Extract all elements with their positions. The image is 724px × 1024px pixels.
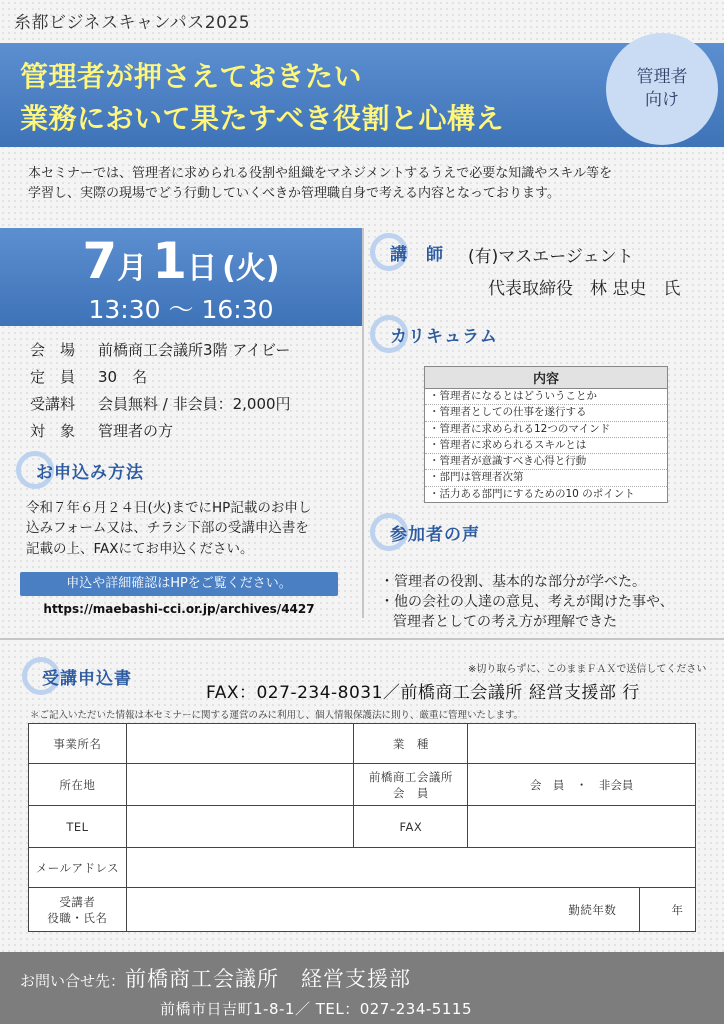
list-item: ・管理者としての仕事を遂行する bbox=[425, 405, 667, 421]
capacity-value: 30 名 bbox=[98, 368, 148, 386]
privacy-note: ＊ご記入いただいた情報は本セミナーに関する運営のみに利用し、個人情報保護法に則り、厳重に管理いたします。 bbox=[30, 710, 524, 721]
voice-item-1: ・管理者の役割、基本的な部分が学べた。 bbox=[380, 574, 646, 590]
fax-field[interactable] bbox=[468, 806, 696, 848]
table-row bbox=[29, 888, 696, 932]
table-row bbox=[29, 848, 696, 888]
footer-contact-org: 前橋商工会議所 経営支援部 bbox=[125, 967, 412, 991]
curriculum-heading-text: カリキュラム bbox=[390, 326, 498, 347]
target-badge-line2: 向け bbox=[645, 90, 679, 110]
industry-label: 業 種 bbox=[354, 724, 468, 764]
table-row bbox=[29, 764, 696, 806]
table-row bbox=[29, 806, 696, 848]
footer-contact-prefix: お問い合せ先： bbox=[20, 972, 126, 990]
apply-text bbox=[26, 498, 356, 559]
hp-url-link[interactable]: https://maebashi-cci.or.jp/archives/4427 bbox=[43, 602, 315, 616]
apply-heading-text: お申込み方法 bbox=[36, 462, 144, 483]
list-item: ・部門は管理者次第 bbox=[425, 470, 667, 486]
voice-list bbox=[380, 572, 674, 632]
fax-label: FAX bbox=[354, 806, 468, 848]
lecturer-org: (有)マスエージェント bbox=[468, 247, 634, 267]
voice-heading-text: 参加者の声 bbox=[390, 524, 480, 545]
target-badge-line1: 管理者 bbox=[636, 67, 688, 88]
capacity-label: 定 員 bbox=[30, 368, 76, 386]
list-item: ・管理者が意識すべき心得と行動 bbox=[425, 454, 667, 470]
audience-label: 対 象 bbox=[30, 422, 76, 440]
company-field[interactable] bbox=[126, 724, 354, 764]
tel-field[interactable] bbox=[126, 806, 354, 848]
date-day: 1 bbox=[152, 232, 188, 290]
years-unit[interactable]: 年 bbox=[640, 888, 696, 932]
intro-line-1: 本セミナーでは、管理者に求められる役割や組織をマネジメントするうえで必要な知識やスキル等を bbox=[28, 166, 613, 181]
date-weekday: (火) bbox=[222, 251, 280, 286]
hp-note-bar: 申込や詳細確認はHPをご覧ください。 bbox=[20, 572, 338, 596]
fee-value: 会員無料 / 非会員：2,000円 bbox=[98, 395, 291, 413]
intro-line-2: 学習し、実際の現場でどう行動していくべきか管理職自身で考える内容となっております。 bbox=[28, 186, 560, 202]
list-item: ・管理者に求められるスキルとは bbox=[425, 438, 667, 454]
apply-line-1: 令和７年６月２４日(火)までにHP記載のお申し bbox=[26, 500, 312, 516]
horizontal-divider bbox=[0, 638, 724, 640]
application-form-table bbox=[28, 723, 696, 932]
vertical-divider bbox=[362, 228, 364, 618]
intro-text bbox=[28, 164, 708, 204]
list-item: ・活力ある部門にするための10 のポイント bbox=[429, 487, 635, 500]
date-day-unit: 日 bbox=[187, 251, 218, 286]
footer-contact bbox=[20, 963, 411, 993]
series-name: 糸都ビジネスキャンパス2025 bbox=[14, 13, 251, 33]
member-label bbox=[354, 764, 468, 806]
attendee-label-line1: 受講者 bbox=[59, 894, 96, 909]
venue-label: 会 場 bbox=[30, 341, 76, 359]
email-label: メールアドレス bbox=[29, 848, 127, 888]
lecturer-heading bbox=[370, 232, 444, 272]
apply-line-3: 記載の上、FAXにてお申込ください。 bbox=[26, 540, 254, 557]
member-label-line1: 前橋商工会議所 bbox=[368, 769, 453, 784]
curriculum-box bbox=[424, 366, 668, 503]
form-heading-text: 受講申込書 bbox=[42, 668, 132, 689]
attendee-field[interactable] bbox=[126, 888, 545, 932]
member-label-line2: 会 員 bbox=[392, 785, 429, 800]
seminar-info bbox=[30, 337, 291, 445]
audience-value: 管理者の方 bbox=[98, 422, 174, 440]
lecturer-name: 代表取締役 林 忠史 氏 bbox=[488, 279, 681, 299]
fee-row bbox=[30, 391, 291, 418]
curriculum-heading bbox=[370, 314, 498, 354]
seminar-time: 13:30 ～ 16:30 bbox=[88, 295, 274, 324]
attendee-label bbox=[29, 888, 127, 932]
industry-field[interactable] bbox=[468, 724, 696, 764]
company-label: 事業所名 bbox=[29, 724, 127, 764]
list-item: ・管理者になるとはどういうことか bbox=[425, 389, 667, 405]
list-item: ・管理者に求められる12つのマインド bbox=[425, 422, 667, 438]
voice-item-2: ・他の会社の人達の意見、考えが聞けた事や、 bbox=[380, 594, 674, 610]
venue-value: 前橋商工会議所3階 アイビー bbox=[98, 341, 291, 359]
fax-note: ※切り取らずに、このままＦＡＸで送信してください bbox=[468, 664, 707, 675]
address-label: 所在地 bbox=[29, 764, 127, 806]
address-field[interactable] bbox=[126, 764, 354, 806]
attendee-label-line2: 役職・氏名 bbox=[47, 910, 108, 925]
title-line-2: 業務において果たすべき役割と心構え bbox=[20, 102, 504, 135]
apply-heading bbox=[16, 450, 144, 490]
title-line-1: 管理者が押さえておきたい bbox=[20, 60, 363, 93]
voice-heading bbox=[370, 512, 480, 552]
date-month: 7 bbox=[82, 232, 118, 290]
apply-line-2: 込みフォーム又は、チラシ下部の受講申込書を bbox=[26, 520, 309, 537]
seminar-date bbox=[0, 232, 362, 290]
capacity-row bbox=[30, 364, 291, 391]
form-heading bbox=[22, 656, 132, 696]
fax-number: FAX：027-234-8031／前橋商工会議所 経営支援部 行 bbox=[206, 683, 640, 703]
tel-label: TEL bbox=[29, 806, 127, 848]
curriculum-box-title: 内容 bbox=[425, 367, 667, 389]
curriculum-list bbox=[425, 389, 667, 502]
footer-address: 前橋市日吉町1-8-1／ TEL：027-234-5115 bbox=[160, 1000, 472, 1018]
table-row bbox=[29, 724, 696, 764]
voice-item-2-cont: 管理者としての考え方が理解できた bbox=[393, 614, 617, 630]
fee-label: 受講料 bbox=[30, 395, 76, 413]
venue-row bbox=[30, 337, 291, 364]
target-badge bbox=[606, 33, 718, 145]
years-label: 勤続年数 bbox=[546, 888, 640, 932]
email-field[interactable] bbox=[126, 848, 695, 888]
lecturer-heading-text: 講 師 bbox=[390, 244, 444, 265]
member-choice[interactable]: 会 員 ・ 非会員 bbox=[468, 764, 696, 806]
audience-row bbox=[30, 418, 291, 445]
date-month-unit: 月 bbox=[117, 251, 148, 286]
